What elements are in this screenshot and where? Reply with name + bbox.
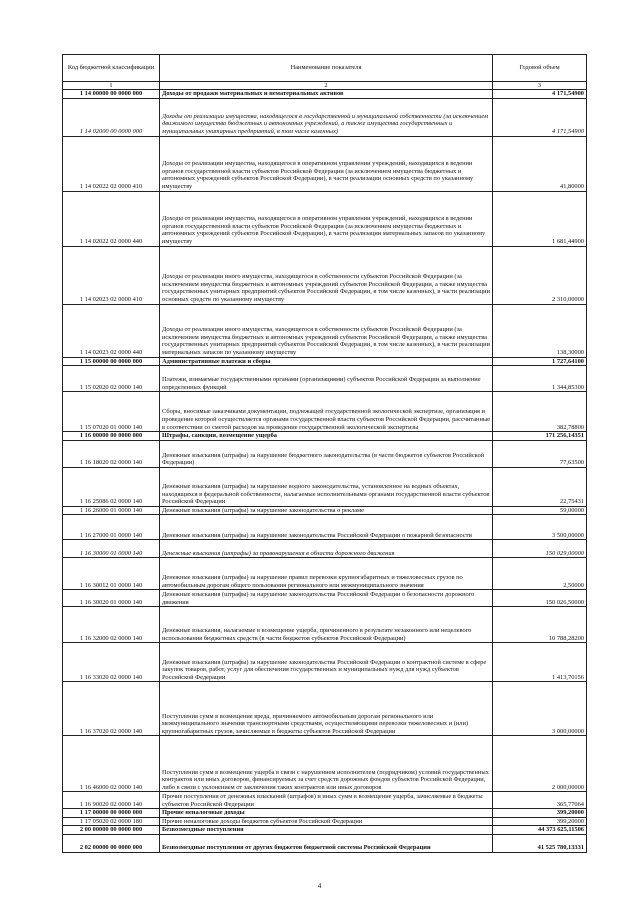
row-name: Денежные взыскания (штрафы) за нарушение законодательства о рекламе — [160, 506, 493, 515]
row-code: 1 17 00000 00 0000 000 — [63, 809, 160, 818]
row-code: 1 16 00000 00 0000 000 — [63, 432, 160, 441]
column-number: 3 — [493, 82, 587, 90]
column-number-row — [63, 82, 587, 90]
row-value: 1 413,70156 — [493, 643, 587, 682]
row-name: Денежные взыскания (штрафы) за нарушение бюджетного законодательства (в части бюджетов субъектов Российской Федерации) — [160, 440, 493, 467]
table-row — [63, 304, 587, 357]
header-value: Годовой объем — [493, 55, 587, 82]
row-code: 1 14 02023 02 0000 440 — [63, 304, 160, 357]
row-code: 1 14 02000 00 0000 000 — [63, 98, 160, 136]
table-row — [63, 826, 587, 835]
row-code: 1 16 37020 02 0000 140 — [63, 682, 160, 736]
row-code: 1 15 00000 00 0000 000 — [63, 357, 160, 366]
row-name: Доходы от реализации имущества, находящегося в государственной и муниципальной собственности (за исключением движимого имущества бюджетных и автономных учреждений, а также имущества государственных и муниципальных унитарных предприятий, в том числе казенных) — [160, 98, 493, 136]
row-code: 1 16 25086 02 0000 140 — [63, 467, 160, 506]
table-row — [63, 392, 587, 432]
row-name: Денежные взыскания (штрафы) за нарушение законодательства Российской Федерации о безопасности дорожного движения — [160, 590, 493, 607]
row-code: 1 14 02022 02 0000 440 — [63, 191, 160, 246]
row-value: 3 500,00000 — [493, 515, 587, 540]
table-row — [63, 643, 587, 682]
row-value: 41,80000 — [493, 136, 587, 191]
row-value: 150 029,00000 — [493, 540, 587, 558]
row-value: 3 000,00000 — [493, 682, 587, 736]
table-row — [63, 432, 587, 441]
row-value: 150 026,50000 — [493, 590, 587, 607]
row-name: Безвозмездные поступления от других бюджетов бюджетной системы Российской Федерации — [160, 834, 493, 852]
table-row — [63, 467, 587, 506]
row-value: 399,20000 — [493, 809, 587, 818]
table-row — [63, 809, 587, 818]
row-code: 2 02 00000 00 0000 000 — [63, 834, 160, 852]
row-value: 2 000,00000 — [493, 736, 587, 792]
table-row — [63, 506, 587, 515]
row-name: Платежи, взимаемые государственными органами (организациями) субъектов Российской Федерации за выполнение определенных функций — [160, 366, 493, 392]
row-name: Административные платежи и сборы — [160, 357, 493, 366]
table-row — [63, 366, 587, 392]
table-row — [63, 558, 587, 590]
row-value: 2,50000 — [493, 558, 587, 590]
row-code: 1 16 33020 02 0000 140 — [63, 643, 160, 682]
header-name: Наименование показателя — [160, 55, 493, 82]
table-row — [63, 440, 587, 467]
table-row — [63, 540, 587, 558]
row-value: 399,20000 — [493, 817, 587, 826]
row-name: Сборы, вносимые заказчиками документации, подлежащей государственной экологической экспертизе, организация и проведение которой осуществляется органами государственной власти субъектов Российской Федерации, рассчитанные в соответствии со сметой расходов на проведение государственной экологической экспертизы — [160, 392, 493, 432]
column-number: 1 — [63, 82, 160, 90]
row-value: 10 788,28200 — [493, 607, 587, 643]
budget-revenue-table — [62, 54, 587, 853]
row-value: 382,78800 — [493, 392, 587, 432]
table-row — [63, 246, 587, 304]
row-code: 2 00 00000 00 0000 000 — [63, 826, 160, 835]
budget-table-page — [62, 54, 586, 853]
row-value: 4 171,54900 — [493, 90, 587, 99]
row-value: 4 171,54900 — [493, 98, 587, 136]
table-row — [63, 792, 587, 809]
row-name: Прочие неналоговые доходы — [160, 809, 493, 818]
row-code: 1 16 26000 01 0000 140 — [63, 506, 160, 515]
row-code: 1 16 30000 01 0000 140 — [63, 540, 160, 558]
row-name: Поступления сумм в возмещение ущерба в связи с нарушением исполнителем (подрядчиком) условий государственных контрактов или иных договоров, финансируемых за счет средств дорожных фондов субъектов Российской Федерации, либо в связи с уклонением от заключения таких контрактов или иных договоров — [160, 736, 493, 792]
row-code: 1 15 07020 01 0000 140 — [63, 392, 160, 432]
row-name: Денежные взыскания (штрафы) за правонарушения в области дорожного движения — [160, 540, 493, 558]
row-code: 1 16 46000 02 0000 140 — [63, 736, 160, 792]
row-name: Денежные взыскания (штрафы) за нарушение законодательства Российской Федерации о пожарной безопасности — [160, 515, 493, 540]
row-code: 1 16 30012 01 0000 140 — [63, 558, 160, 590]
row-code: 1 16 18020 02 0000 140 — [63, 440, 160, 467]
row-value: 77,63500 — [493, 440, 587, 467]
table-row — [63, 736, 587, 792]
row-name: Доходы от реализации иного имущества, находящегося в собственности субъектов Российской Федерации (за исключением имущества бюджетных и автономных учреждений субъектов Российской Федерации, а также имущества государственных унитарных предприятий субъектов Российской Федерации, в том числе казенных), в части реализации основных средств по указанному имуществу — [160, 246, 493, 304]
table-row — [63, 90, 587, 99]
table-row — [63, 590, 587, 607]
row-name: Прочие неналоговые доходы бюджетов субъектов Российской Федерации — [160, 817, 493, 826]
row-value: 138,30000 — [493, 304, 587, 357]
row-name: Безвозмездные поступления — [160, 826, 493, 835]
row-name: Доходы от реализации имущества, находящегося в оперативном управлении учреждений, находящихся в ведении органов государственной власти субъектов Российской Федерации (за исключением имущества бюджетных и автономных учреждений субъектов Российской Федерации), в части реализации основных средств по указанному имуществу — [160, 136, 493, 191]
row-value: 1 727,64100 — [493, 357, 587, 366]
row-name: Доходы от реализации иного имущества, находящегося в собственности субъектов Российской Федерации (за исключением имущества бюджетных и автономных учреждений субъектов Российской Федерации, а также имущества государственных унитарных предприятий субъектов Российской Федерации, в том числе казенных), в части реализации материальных запасов по указанному имуществу — [160, 304, 493, 357]
row-code: 1 14 02023 02 0000 410 — [63, 246, 160, 304]
row-code: 1 14 02022 02 0000 410 — [63, 136, 160, 191]
table-row — [63, 834, 587, 852]
table-row — [63, 682, 587, 736]
row-code: 1 14 00000 00 0000 000 — [63, 90, 160, 99]
row-code: 1 16 90020 02 0000 140 — [63, 792, 160, 809]
row-name: Прочие поступления от денежных взысканий (штрафов) и иных сумм в возмещение ущерба, зачисляемые в бюджеты субъектов Российской Федерации — [160, 792, 493, 809]
table-row — [63, 607, 587, 643]
row-code: 1 17 05020 02 0000 180 — [63, 817, 160, 826]
table-header-row — [63, 55, 587, 82]
column-number: 2 — [160, 82, 493, 90]
row-name: Денежные взыскания (штрафы) за нарушение водного законодательства, установленное на водных объектах, находящихся в федеральной собственности, налагаемые исполнительными органами государственной власти субъектов Российской Федерации — [160, 467, 493, 506]
row-code: 1 16 32000 02 0000 140 — [63, 607, 160, 643]
row-value: 41 525 780,13331 — [493, 834, 587, 852]
table-row — [63, 515, 587, 540]
header-code: Код бюджетной классификации — [63, 55, 160, 82]
row-value: 365,77064 — [493, 792, 587, 809]
row-value: 59,00000 — [493, 506, 587, 515]
row-name: Денежные взыскания (штрафы) за нарушение законодательства Российской Федерации о контрактной системе в сфере закупок товаров, работ, услуг для обеспечения государственных и муниципальных нужд для нужд субъектов Российской Федерации — [160, 643, 493, 682]
table-row — [63, 357, 587, 366]
row-value: 171 256,14351 — [493, 432, 587, 441]
row-name: Доходы от реализации имущества, находящегося в оперативном управлении учреждений, находящихся в ведении органов государственной власти субъектов Российской Федерации (за исключением имущества бюджетных и автономных учреждений субъектов Российской Федерации), в части реализации материальных запасов по указанному имуществу — [160, 191, 493, 246]
row-name: Штрафы, санкции, возмещение ущерба — [160, 432, 493, 441]
row-value: 1 344,85300 — [493, 366, 587, 392]
table-row — [63, 98, 587, 136]
table-row — [63, 817, 587, 826]
table-row — [63, 191, 587, 246]
page-number: 4 — [317, 882, 322, 890]
row-code: 1 16 27000 01 0000 140 — [63, 515, 160, 540]
row-value: 2 310,00000 — [493, 246, 587, 304]
table-row — [63, 136, 587, 191]
row-name: Денежные взыскания (штрафы) за нарушение правил перевозки крупногабаритных и тяжеловесных грузов по автомобильным дорогам общего пользования регионального или межмуниципального значения — [160, 558, 493, 590]
row-name: Денежные взыскания, налагаемые в возмещение ущерба, причиненного в результате незаконного или нецелевого использования бюджетных средств (в части бюджетов субъектов Российской Федерации) — [160, 607, 493, 643]
row-code: 1 16 30020 01 0000 140 — [63, 590, 160, 607]
row-value: 1 681,44900 — [493, 191, 587, 246]
row-name: Доходы от продажи материальных и нематериальных активов — [160, 90, 493, 99]
row-value: 22,75431 — [493, 467, 587, 506]
row-name: Поступления сумм в возмещение вреда, причиняемого автомобильным дорогам регионального или межмуниципального значения транспортными средствами, осуществляющими перевозки тяжеловесных и (или) крупногабаритных грузов, зачисляемые в бюджеты субъектов Российской Федерации — [160, 682, 493, 736]
row-value: 44 373 625,11506 — [493, 826, 587, 835]
row-code: 1 15 02020 02 0000 140 — [63, 366, 160, 392]
